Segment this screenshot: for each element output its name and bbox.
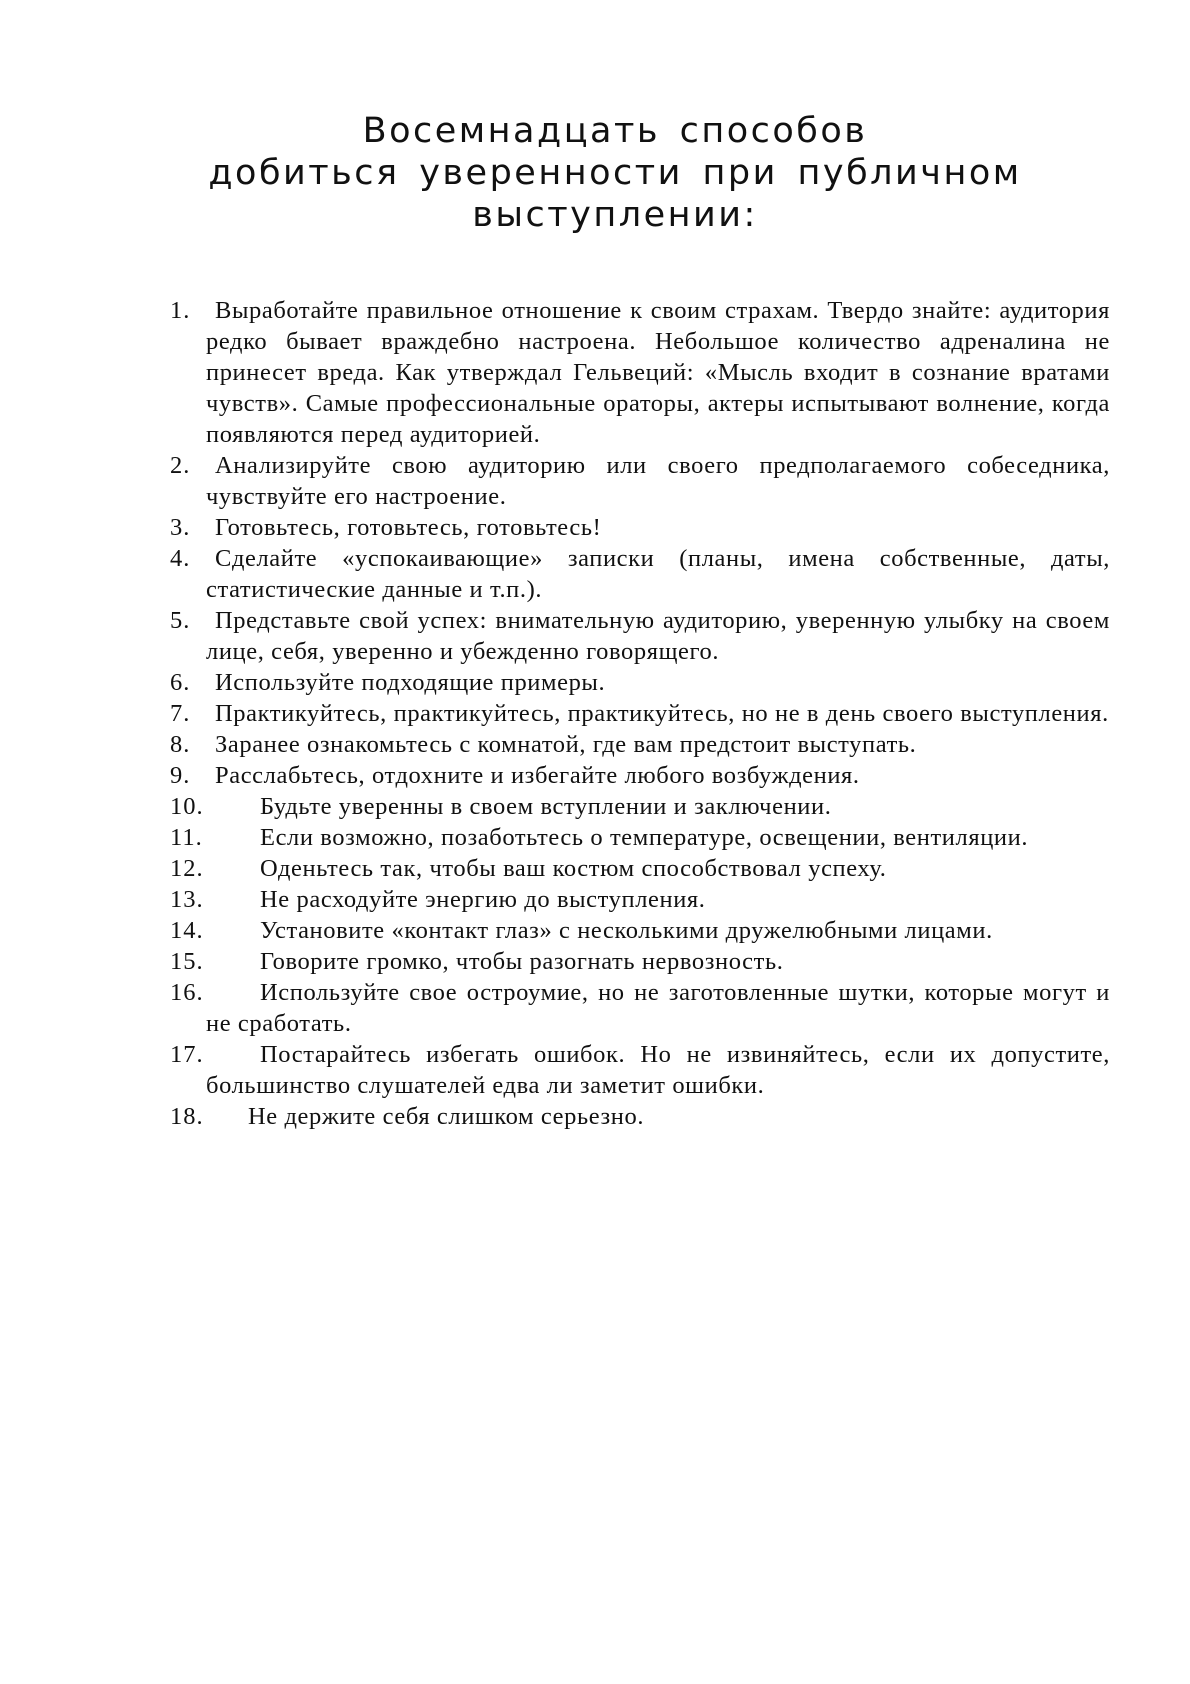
title-line: добиться уверенности при публичном — [208, 153, 1022, 193]
list-item — [170, 915, 1110, 946]
list-item — [170, 946, 1110, 977]
item-number: 4. — [170, 545, 191, 572]
item-number: 16. — [170, 979, 204, 1006]
tips-list — [170, 295, 1110, 1132]
item-number: 11. — [170, 824, 203, 851]
list-item — [170, 791, 1110, 822]
list-item — [170, 884, 1110, 915]
item-text: Говорите громко, чтобы разогнать нервозность. — [260, 948, 784, 975]
item-text: Постарайтесь избегать ошибок. Но не извиняйтесь, если их допустите, большинство слушателей едва ли заметит ошибки. — [206, 1041, 1110, 1099]
title-line: Восемнадцать способов — [362, 111, 868, 151]
list-item — [170, 512, 1110, 543]
item-text: Установите «контакт глаз» с несколькими дружелюбными лицами. — [260, 917, 993, 944]
list-item — [170, 698, 1110, 729]
item-number: 8. — [170, 731, 191, 758]
list-item — [170, 1101, 1110, 1132]
item-number: 18. — [170, 1103, 204, 1130]
list-item — [170, 1039, 1110, 1101]
item-text: Практикуйтесь, практикуйтесь, практикуйтесь, но не в день своего выступления. — [215, 700, 1109, 727]
item-text: Готовьтесь, готовьтесь, готовьтесь! — [215, 514, 602, 541]
item-text: Представьте свой успех: внимательную аудиторию, уверенную улыбку на своем лице, себя, уверенно и убежденно говорящего. — [206, 607, 1110, 665]
item-number: 14. — [170, 917, 204, 944]
item-text: Анализируйте свою аудиторию или своего предполагаемого собеседника, чувствуйте его настроение. — [206, 452, 1110, 510]
item-number: 10. — [170, 793, 204, 820]
list-item — [170, 760, 1110, 791]
list-item — [170, 853, 1110, 884]
item-text: Будьте уверенны в своем вступлении и заключении. — [260, 793, 832, 820]
item-text: Расслабьтесь, отдохните и избегайте любого возбуждения. — [215, 762, 860, 789]
list-item — [170, 667, 1110, 698]
item-text: Если возможно, позаботьтесь о температуре, освещении, вентиляции. — [260, 824, 1029, 851]
item-number: 9. — [170, 762, 191, 789]
list-item — [170, 450, 1110, 512]
item-text: Сделайте «успокаивающие» записки (планы, имена собственные, даты, статистические данные и т.п.). — [206, 545, 1110, 603]
item-text: Оденьтесь так, чтобы ваш костюм способствовал успеху. — [260, 855, 887, 882]
item-text: Не держите себя слишком серьезно. — [248, 1103, 645, 1130]
item-text: Используйте свое остроумие, но не заготовленные шутки, которые могут и не сработать. — [206, 979, 1110, 1037]
list-item — [170, 295, 1110, 450]
item-text: Заранее ознакомьтесь с комнатой, где вам предстоит выступать. — [215, 731, 917, 758]
list-item — [170, 729, 1110, 760]
item-number: 7. — [170, 700, 191, 727]
item-text: Не расходуйте энергию до выступления. — [260, 886, 706, 913]
page-title — [180, 110, 1050, 236]
item-number: 15. — [170, 948, 204, 975]
item-number: 1. — [170, 297, 191, 324]
item-number: 3. — [170, 514, 191, 541]
item-number: 2. — [170, 452, 191, 479]
list-item — [170, 822, 1110, 853]
list-item — [170, 605, 1110, 667]
item-number: 13. — [170, 886, 204, 913]
title-line: выступлении: — [472, 195, 758, 235]
item-number: 6. — [170, 669, 191, 696]
list-item — [170, 543, 1110, 605]
item-number: 17. — [170, 1041, 204, 1068]
list-item — [170, 977, 1110, 1039]
item-text: Используйте подходящие примеры. — [215, 669, 606, 696]
item-number: 5. — [170, 607, 191, 634]
item-text: Выработайте правильное отношение к своим страхам. Твердо знайте: аудитория редко бывает враждебно настроена. Небольшое количество адреналина не принесет вреда. Как утверждал Гельвеций: «Мысль входит в сознание вратами чувств». Самые профессиональные ораторы, актеры испытывают волнение, когда появляются перед аудиторией. — [206, 297, 1110, 448]
item-number: 12. — [170, 855, 204, 882]
